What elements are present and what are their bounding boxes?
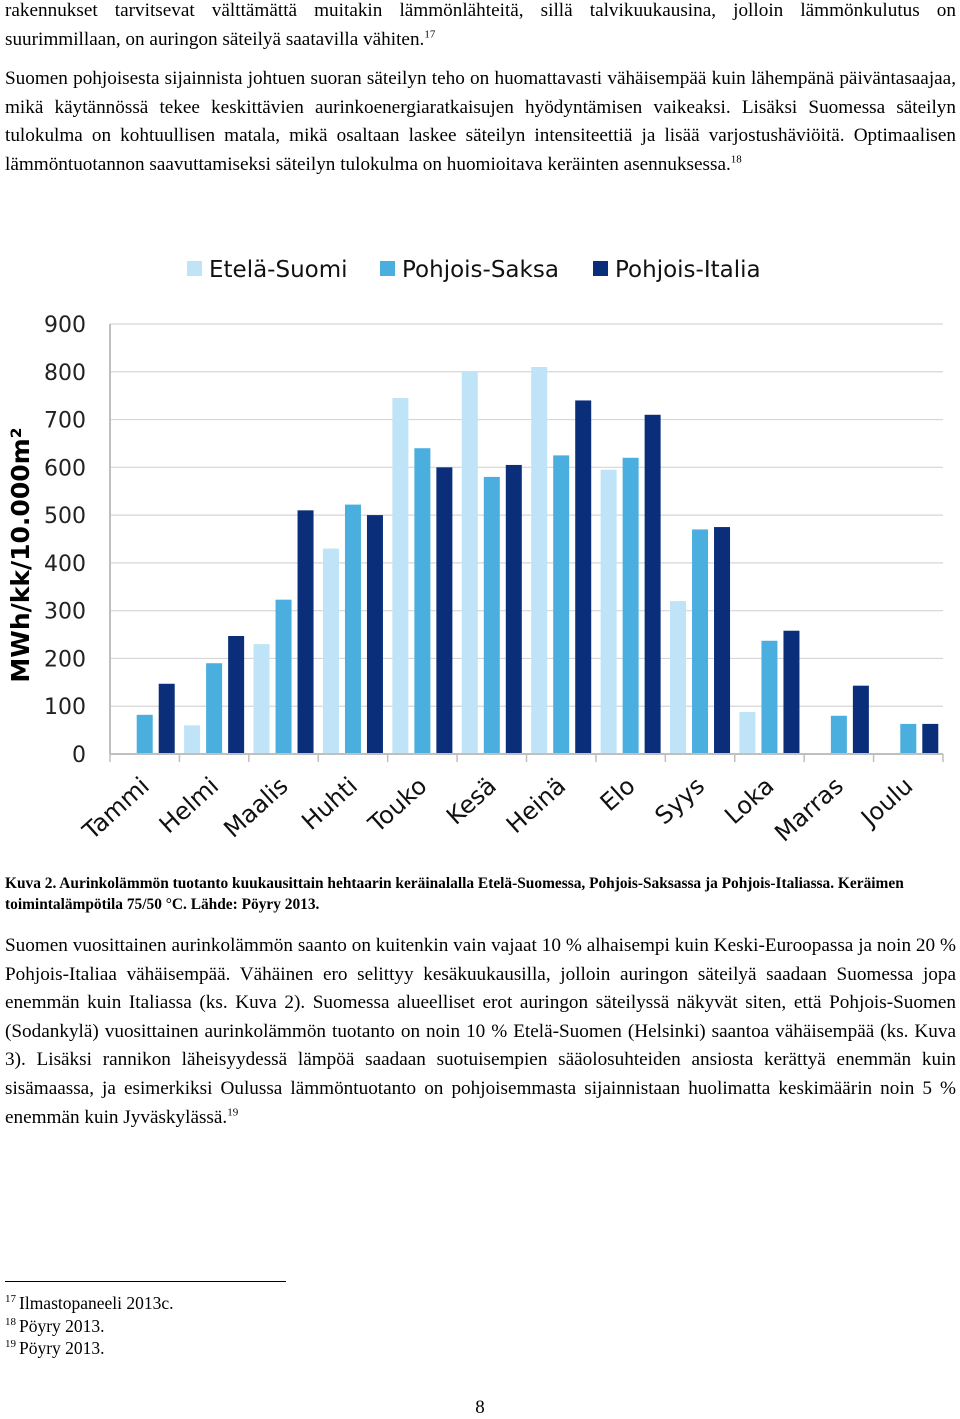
footnote-number: 18	[5, 1315, 16, 1328]
bar-pohjois-italia-heina	[575, 400, 591, 754]
footnote-number: 19	[5, 1338, 16, 1351]
x-tick-label: Elo	[594, 771, 641, 817]
x-tick-label: Kesä	[441, 771, 502, 831]
legend-item-pohjois-saksa	[380, 257, 559, 283]
bar-pohjois-saksa-loka	[761, 641, 777, 754]
bar-etela-suomi-touko	[392, 398, 408, 754]
footnote-ref-19[interactable]: 19	[227, 1106, 239, 1119]
paragraph-comparison-text: Suomen vuosittainen aurinkolämmön saanto on kuitenkin vain vajaat 10 % alhaisempi kuin Keski-Euroopassa ja noin 20 % Pohjois-Italiaa vähäisempää. Vähäinen ero selittyy kesäkuukausilla, jolloin auringon säteilyä saadaan Suomessa jopa enemmän kuin Italiassa (ks. Kuva 2). Suomessa alueelliset erot auringon säteilyssä näkyvät siten, että Pohjois-Suomen (Sodankylä) vuosittainen aurinkolämmön tuotanto on noin 10 % Etelä-Suomen (Helsinki) saantoa vähäisempää (ks. Kuva 3). Lisäksi rannikon läheisyydessä lämpöä saadaan suotuisempien sääolosuhteiden ansiosta kerättyä enemmän kuin sisämaassa, ja esimerkiksi Oulussa lämmöntuotanto on pohjoisemmasta sijainnistaan huolimatta keskimäärin noin 5 % enemmän kuin Jyväskylässä.	[5, 935, 956, 1128]
bar-pohjois-saksa-maalis	[276, 600, 292, 754]
x-tick-label: Heinä	[500, 771, 572, 839]
page-number: 8	[475, 1397, 485, 1418]
x-tick-label: Marras	[769, 771, 849, 848]
y-tick-label: 300	[44, 599, 86, 625]
chart-y-tick-labels	[44, 313, 86, 768]
legend-label: Pohjois-Saksa	[402, 257, 559, 283]
bar-pohjois-saksa-heina	[553, 455, 569, 754]
figure-caption: Kuva 2. Aurinkolämmön tuotanto kuukausittain hehtaarin keräinalalla Etelä-Suomessa, Pohjois-Saksassa ja Pohjois-Italiassa. Keräimen toimintalämpötila 75/50 °C. Lähde: Pöyry 2013.	[5, 875, 904, 913]
paragraph-comparison	[5, 932, 956, 1132]
paragraph-intro	[5, 0, 956, 54]
y-tick-label: 500	[44, 504, 86, 530]
bar-pohjois-saksa-joulu	[900, 724, 916, 754]
footnote-number: 17	[5, 1293, 16, 1306]
bar-etela-suomi-maalis	[254, 644, 270, 754]
bar-etela-suomi-helmi	[184, 725, 200, 754]
bar-pohjois-saksa-elo	[623, 458, 639, 754]
chart-bars	[137, 367, 939, 754]
x-tick-label: Syys	[649, 771, 711, 831]
legend-swatch	[593, 261, 608, 276]
bar-etela-suomi-elo	[601, 470, 617, 754]
bar-pohjois-saksa-helmi	[206, 663, 222, 754]
bar-etela-suomi-kesa	[462, 372, 478, 754]
legend-item-etela-suomi	[187, 257, 348, 283]
bar-chart	[0, 235, 960, 865]
bar-pohjois-italia-tammi	[159, 684, 175, 754]
y-tick-label: 100	[44, 695, 86, 721]
bar-pohjois-italia-maalis	[298, 510, 314, 754]
legend-label: Etelä-Suomi	[209, 257, 348, 283]
bar-pohjois-italia-marras	[853, 686, 869, 754]
x-tick-label: Maalis	[218, 771, 294, 844]
bar-pohjois-saksa-marras	[831, 716, 847, 754]
bar-etela-suomi-huhti	[323, 549, 339, 754]
y-tick-label: 600	[44, 456, 86, 482]
footnote-divider	[5, 1281, 286, 1282]
bar-pohjois-italia-loka	[783, 631, 799, 754]
bar-pohjois-saksa-tammi	[137, 715, 153, 754]
footnote-ref-17[interactable]: 17	[424, 28, 436, 41]
legend-label: Pohjois-Italia	[615, 257, 761, 283]
bar-etela-suomi-syys	[670, 601, 686, 754]
bar-pohjois-italia-touko	[436, 467, 452, 754]
y-tick-label: 0	[72, 743, 86, 768]
paragraph-location	[5, 65, 956, 179]
bar-etela-suomi-loka	[739, 712, 755, 754]
y-tick-label: 900	[44, 313, 86, 338]
y-tick-label: 200	[44, 647, 86, 673]
chart-x-tick-labels	[77, 772, 919, 848]
bar-pohjois-italia-joulu	[922, 724, 938, 754]
paragraph-location-text: Suomen pohjoisesta sijainnista johtuen suoran säteilyn teho on huomattavasti vähäisempää kuin lähempänä päiväntasaajaa, mikä käytännössä tekee keskittävien aurinkoenergiaratkaisujen hyödyntämisen vaikeaksi. Lisäksi Suomessa säteilyn tulokulma on kohtuullisen matala, mikä osaltaan laskee säteilyn intensiteettiä ja lisää varjostushäviöitä. Optimaalisen lämmöntuotannon saavuttamiseksi säteilyn tulokulma on huomioitava keräinten asennuksessa.	[5, 68, 956, 175]
y-tick-label: 700	[44, 408, 86, 434]
x-tick-label: Tammi	[77, 771, 155, 846]
x-tick-label: Joulu	[855, 771, 919, 832]
legend-swatch	[187, 261, 202, 276]
chart-legend	[187, 257, 761, 283]
footnote-text: Pöyry 2013.	[19, 1338, 105, 1359]
footnote-text: Pöyry 2013.	[19, 1315, 105, 1336]
footnote-item	[5, 1315, 174, 1338]
bar-pohjois-saksa-syys	[692, 529, 708, 754]
y-tick-label: 800	[44, 360, 86, 386]
bar-pohjois-saksa-huhti	[345, 505, 361, 754]
footnote-ref-18[interactable]: 18	[730, 153, 742, 166]
bar-pohjois-saksa-kesa	[484, 477, 500, 754]
x-tick-label: Huhti	[296, 771, 363, 836]
bar-pohjois-italia-syys	[714, 527, 730, 754]
bar-pohjois-saksa-touko	[414, 448, 430, 754]
bar-pohjois-italia-elo	[645, 415, 661, 754]
legend-item-pohjois-italia	[593, 257, 761, 283]
bar-pohjois-italia-huhti	[367, 515, 383, 754]
x-tick-label: Loka	[719, 771, 780, 830]
footnotes	[5, 1292, 174, 1360]
x-tick-label: Touko	[362, 771, 433, 839]
x-tick-label: Helmi	[153, 771, 225, 839]
chart-y-axis-label: MWh/kk/10.000m²	[6, 427, 35, 683]
footnote-text: Ilmastopaneeli 2013c.	[19, 1293, 174, 1313]
bar-pohjois-italia-kesa	[506, 465, 522, 754]
footnote-item	[5, 1292, 174, 1315]
paragraph-intro-text: rakennukset tarvitsevat välttämättä muitakin lämmönlähteitä, sillä talvikuukausina, jolloin lämmönkulutus on suurimmillaan, on auringon säteilyä saatavilla vähiten.	[5, 0, 956, 50]
y-tick-label: 400	[44, 551, 86, 577]
legend-swatch	[380, 261, 395, 276]
bar-pohjois-italia-helmi	[228, 636, 244, 754]
footnote-item	[5, 1337, 174, 1360]
bar-etela-suomi-heina	[531, 367, 547, 754]
